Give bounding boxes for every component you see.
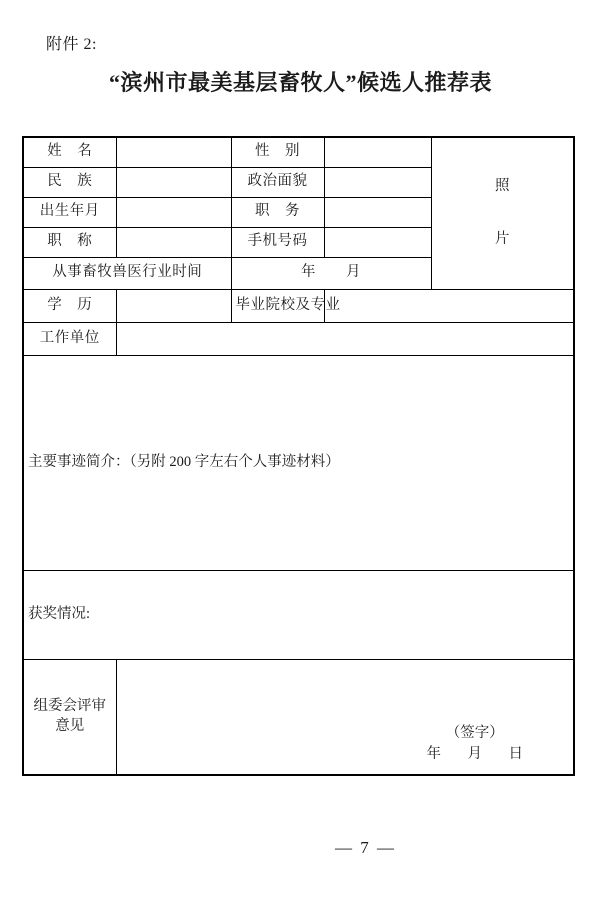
field-name[interactable] bbox=[116, 137, 231, 167]
label-position: 职 务 bbox=[231, 197, 324, 227]
label-work-unit: 工作单位 bbox=[23, 322, 116, 355]
field-title-rank[interactable] bbox=[116, 227, 231, 257]
table-row bbox=[23, 289, 574, 322]
label-education: 学 历 bbox=[23, 289, 116, 322]
photo-placeholder-cell[interactable] bbox=[431, 137, 574, 289]
field-industry-years[interactable]: 年 月 bbox=[231, 257, 431, 289]
field-political-status[interactable] bbox=[324, 167, 431, 197]
field-birth-date[interactable] bbox=[116, 197, 231, 227]
label-birth-date: 出生年月 bbox=[23, 197, 116, 227]
section-brief-deeds[interactable] bbox=[23, 355, 574, 570]
page-number: — 7 — bbox=[335, 838, 396, 857]
attachment-label: 附件 2: bbox=[46, 36, 97, 53]
label-title-rank: 职 称 bbox=[23, 227, 116, 257]
table-row bbox=[23, 137, 574, 167]
photo-label-line2: 片 bbox=[495, 231, 510, 248]
label-name: 姓 名 bbox=[23, 137, 116, 167]
table-row bbox=[23, 659, 574, 775]
table-row bbox=[23, 322, 574, 355]
signature-date: 年 月 日 bbox=[426, 746, 529, 763]
label-brief-deeds: 主要事迹简介：（另附 200 字左右个人事迹材料） bbox=[28, 453, 340, 470]
table-row bbox=[23, 355, 574, 570]
label-committee-review: 组委会评审意见 bbox=[23, 659, 116, 775]
signature-label: （签字） bbox=[445, 724, 504, 741]
photo-label-line1: 照 bbox=[495, 177, 510, 194]
page-title: “滨州市最美基层畜牧人”候选人推荐表 bbox=[108, 70, 492, 95]
label-school-major: 毕业院校及专业 bbox=[231, 289, 324, 322]
label-gender: 性 别 bbox=[231, 137, 324, 167]
signature-block bbox=[421, 723, 530, 767]
field-school-major[interactable] bbox=[324, 289, 574, 322]
label-political-status: 政治面貌 bbox=[231, 167, 324, 197]
field-gender[interactable] bbox=[324, 137, 431, 167]
section-awards[interactable] bbox=[23, 570, 574, 659]
field-position[interactable] bbox=[324, 197, 431, 227]
field-ethnicity[interactable] bbox=[116, 167, 231, 197]
field-education[interactable] bbox=[116, 289, 231, 322]
table-row bbox=[23, 570, 574, 659]
field-mobile-number[interactable] bbox=[324, 227, 431, 257]
label-mobile-number: 手机号码 bbox=[231, 227, 324, 257]
field-work-unit[interactable] bbox=[116, 322, 574, 355]
label-industry-years: 从事畜牧兽医行业时间 bbox=[23, 257, 231, 289]
section-committee-review[interactable] bbox=[116, 659, 574, 775]
recommendation-form-table bbox=[22, 136, 575, 776]
label-awards: 获奖情况: bbox=[28, 605, 91, 622]
label-ethnicity: 民 族 bbox=[23, 167, 116, 197]
